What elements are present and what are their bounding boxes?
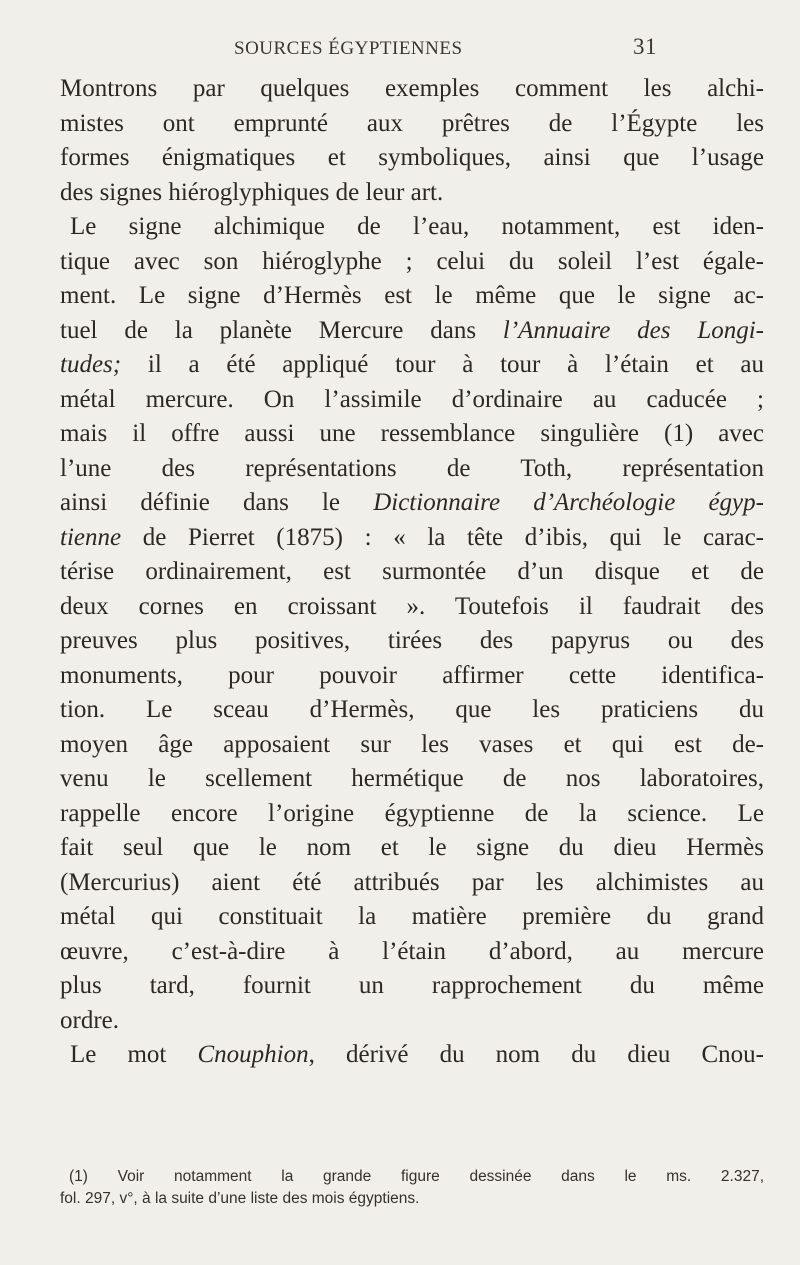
text-run: Le mot [70,1041,198,1068]
text-run: tique avec son hiéroglyphe ; celui du soleil l’est égale- [60,247,764,275]
text-line [60,176,764,211]
text-line [60,279,764,314]
text-line [60,383,764,418]
text-line [60,900,764,935]
text-line [60,969,764,1004]
footnote-line: fol. 297, v°, à la suite d’une liste des mois égyptiens. [60,1190,420,1207]
text-line [60,245,764,280]
text-line [60,486,764,521]
text-run: métal mercure. On l’assimile d’ordinaire au caducée ; [60,385,764,413]
text-run: œuvre, c’est-à-dire à l’étain d’abord, au mercure [60,937,764,965]
text-run: ment. Le signe d’Hermès est le même que le signe ac- [60,282,764,309]
text-line [60,728,764,763]
text-run: tion. Le sceau d’Hermès, que les praticiens du [60,696,764,723]
text-run: métal qui constituait la matière première du grand [60,903,764,930]
text-line [60,141,764,176]
text-run: térise ordinairement, est surmontée d’un disque et de [60,558,764,585]
text-line [60,417,764,452]
text-run: ordre. [60,1006,119,1034]
text-line [60,107,764,142]
text-run: il a été appliqué tour à tour à l’étain et au [121,351,764,378]
text-line [60,624,764,659]
text-run: des signes hiéroglyphiques de leur art. [60,178,444,206]
text-run: Montrons par quelques exemples comment les alchi- [60,75,764,102]
italic-text: l’Annuaire des Longi- [502,316,764,344]
footnote-line: (1) Voir notamment la grande figure dessinée dans le ms. 2.327, [69,1168,764,1185]
body-text [60,72,764,1073]
text-run: preuves plus positives, tirées des papyrus ou des [60,627,764,654]
text-line [60,935,764,970]
italic-text: tudes; [60,351,122,378]
text-run: ainsi définie dans le [60,489,374,516]
text-line [60,1004,764,1039]
text-run: Le signe alchimique de l’eau, notamment, est iden- [70,213,764,240]
text-line [60,762,764,797]
text-line [60,1038,764,1073]
text-run: (Mercurius) aient été attribués par les alchimistes au [60,868,764,896]
text-line [60,555,764,590]
text-run: monuments, pour pouvoir affirmer cette identifica- [60,661,764,689]
text-run: l’une des représentations de Toth, représentation [60,454,764,482]
text-line [60,314,764,349]
text-run: rappelle encore l’origine égyptienne de la science. Le [60,799,764,827]
text-line [60,797,764,832]
text-line [60,521,764,556]
running-head [234,34,657,64]
text-run: mistes ont emprunté aux prêtres de l’Égypte les [60,109,764,137]
page-number: 31 [633,34,657,59]
text-line [60,831,764,866]
text-line [60,452,764,487]
text-line [60,348,764,383]
text-run: de Pierret (1875) : « la tête d’ibis, qui le carac- [121,523,764,551]
text-run: plus tard, fournit un rapprochement du même [60,972,764,999]
text-line [60,866,764,901]
italic-text: tienne [60,523,122,551]
text-run: tuel de la planète Mercure dans [60,316,503,344]
text-line [60,693,764,728]
text-run: , dérivé du nom du dieu Cnou- [308,1041,765,1068]
text-run: moyen âge apposaient sur les vases et qui est de- [60,730,764,758]
text-run: deux cornes en croissant ». Toutefois il faudrait des [60,592,764,620]
running-head-title: SOURCES ÉGYPTIENNES [234,38,463,59]
text-line [60,659,764,694]
text-run: mais il offre aussi une ressemblance singulière (1) avec [60,420,764,447]
text-line [60,590,764,625]
italic-text: Cnouphion [197,1041,309,1068]
italic-text: Dictionnaire d’Archéologie égyp- [373,489,764,516]
text-line [60,72,764,107]
text-run: formes énigmatiques et symboliques, ainsi que l’usage [60,144,764,171]
text-run: fait seul que le nom et le signe du dieu Hermès [60,834,764,861]
text-run: venu le scellement hermétique de nos laboratoires, [60,765,764,792]
text-line [60,210,764,245]
footnotes [60,1166,764,1210]
